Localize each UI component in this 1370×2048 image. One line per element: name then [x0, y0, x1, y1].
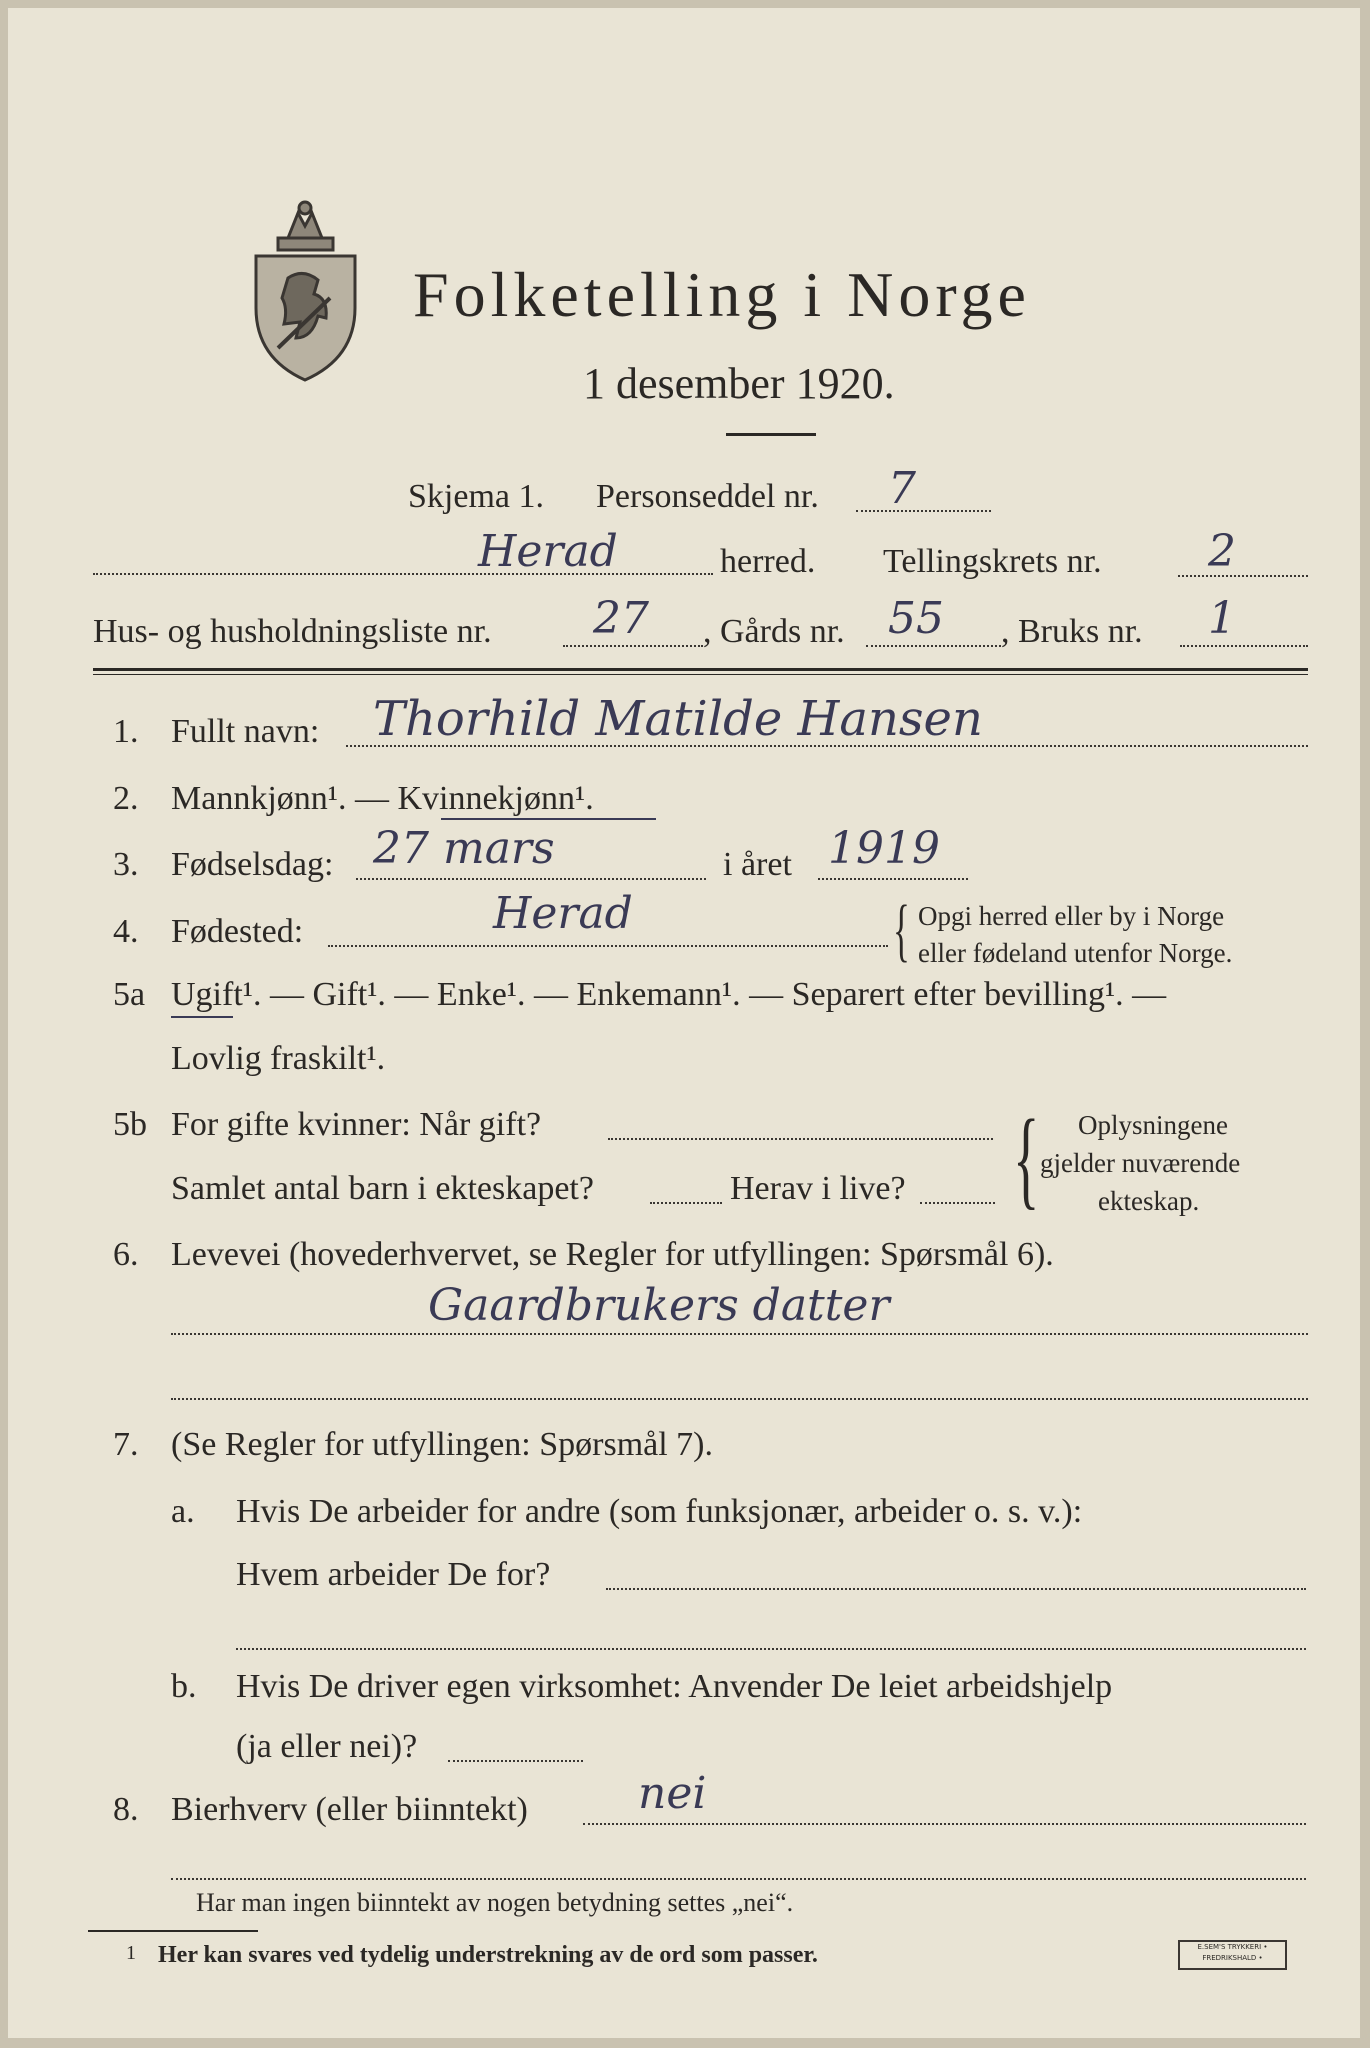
birthplace-value: Herad [493, 888, 633, 939]
q7b-line1: Hvis De driver egen virksomhet: Anvender De leiet arbeidshjelp [236, 1668, 1113, 1705]
tellingskrets-value: 2 [1208, 526, 1236, 577]
q6-number: 6. [113, 1236, 139, 1273]
q8-number: 8. [113, 1791, 139, 1828]
occupation-value: Gaardbrukers datter [428, 1280, 890, 1331]
form-title: Folketelling i Norge [413, 259, 1031, 330]
side-income-field-line-1[interactable] [583, 1823, 1306, 1825]
q4-note-2: eller fødeland utenfor Norge. [918, 938, 1233, 968]
hus-field-line[interactable] [563, 645, 703, 647]
q5b-number: 5b [113, 1106, 147, 1143]
q8-note: Har man ingen biinntekt av nogen betydning settes „nei“. [196, 1888, 794, 1917]
q5b-children-alive: Herav i live? [730, 1170, 906, 1207]
bruks-label: , Bruks nr. [1001, 613, 1143, 650]
birthday-value: 27 mars [373, 823, 555, 874]
q3-year-label: i året [723, 846, 792, 883]
personseddel-label: Personseddel nr. [596, 478, 819, 515]
birth-year-field-line[interactable] [818, 878, 968, 880]
q5b-note-1: Oplysningene [1078, 1110, 1228, 1140]
q5a-marital-options: Ugift¹. — Gift¹. — Enke¹. — Enkemann¹. — Separert efter bevilling¹. — [171, 976, 1167, 1013]
q6-label: Levevei (hovederhvervet, se Regler for utfyllingen: Spørsmål 6). [171, 1236, 1054, 1273]
tellingskrets-field-line[interactable] [1178, 575, 1308, 577]
q5b-brace: { [1013, 1097, 1040, 1219]
marital-underline [171, 1016, 233, 1018]
side-income-field-line-2[interactable] [171, 1878, 1306, 1880]
q2-number: 2. [113, 780, 139, 817]
q7-number: 7. [113, 1426, 139, 1463]
tellingskrets-label: Tellingskrets nr. [883, 543, 1102, 580]
q4-label: Fødested: [171, 913, 304, 950]
footnote-number: 1 [126, 1942, 136, 1964]
children-alive-field-line[interactable] [920, 1202, 995, 1204]
q5b-married-when: For gifte kvinner: Når gift? [171, 1106, 542, 1143]
q5b-note-3: ekteskap. [1098, 1186, 1200, 1216]
footnote-rule [88, 1930, 258, 1932]
hus-label: Hus- og husholdningsliste nr. [93, 613, 492, 650]
employer-field-line-1[interactable] [606, 1588, 1306, 1590]
title-divider [726, 433, 816, 436]
q7a-line2: Hvem arbeider De for? [236, 1556, 551, 1593]
gards-label: , Gårds nr. [703, 613, 845, 650]
printer-stamp: E.SEM'S TRYKKERI • FREDRIKSHALD • [1178, 1940, 1287, 1970]
birthplace-field-line[interactable] [328, 945, 888, 947]
q2-gender-options: Mannkjønn¹. — Kvinnekjønn¹. [171, 780, 594, 817]
hired-help-field-line[interactable] [448, 1760, 583, 1762]
children-total-field-line[interactable] [650, 1202, 722, 1204]
gender-underline [441, 818, 656, 820]
gards-value: 55 [888, 593, 944, 644]
q4-brace: { [893, 892, 910, 969]
hus-value: 27 [593, 593, 649, 644]
occupation-field-line-1[interactable] [171, 1333, 1308, 1335]
q7b-line2: (ja eller nei)? [236, 1728, 418, 1765]
q1-label: Fullt navn: [171, 713, 320, 750]
footnote-text: Her kan svares ved tydelig understrekning av de ord som passer. [158, 1942, 818, 1968]
birthday-field-line[interactable] [356, 878, 706, 880]
herred-label: herred. [720, 543, 816, 580]
gards-field-line[interactable] [866, 645, 1001, 647]
bruks-field-line[interactable] [1180, 645, 1308, 647]
personseddel-value: 7 [888, 463, 916, 514]
header-rule-thin [93, 674, 1308, 675]
q8-label: Bierhverv (eller biinntekt) [171, 1791, 528, 1828]
full-name-value: Thorhild Matilde Hansen [373, 691, 983, 747]
q5b-children-total: Samlet antal barn i ekteskapet? [171, 1170, 594, 1207]
side-income-value: nei [638, 1768, 707, 1819]
q7b-letter: b. [171, 1668, 197, 1705]
coat-of-arms-icon [248, 198, 363, 388]
birth-year-value: 1919 [828, 823, 940, 874]
bruks-value: 1 [1208, 593, 1236, 644]
q5a-number: 5a [113, 976, 146, 1013]
q7-label: (Se Regler for utfyllingen: Spørsmål 7). [171, 1426, 714, 1463]
q5b-note-2: gjelder nuværende [1040, 1148, 1241, 1178]
herred-value: Herad [478, 526, 618, 577]
q7a-letter: a. [171, 1493, 195, 1530]
herred-field-line[interactable] [93, 573, 713, 575]
q1-number: 1. [113, 713, 139, 750]
q3-label: Fødselsdag: [171, 846, 334, 883]
q5a-line2: Lovlig fraskilt¹. [171, 1040, 386, 1077]
skjema-label: Skjema 1. [408, 478, 544, 515]
form-date: 1 desember 1920. [583, 359, 895, 408]
married-when-field-line[interactable] [608, 1138, 993, 1140]
q4-note-1: Opgi herred eller by i Norge [918, 901, 1225, 931]
q4-number: 4. [113, 913, 139, 950]
census-form-page [8, 8, 1360, 2038]
occupation-field-line-2[interactable] [171, 1398, 1308, 1400]
q3-number: 3. [113, 846, 139, 883]
personseddel-field-line[interactable] [856, 510, 991, 512]
employer-field-line-2[interactable] [236, 1648, 1306, 1650]
q7a-line1: Hvis De arbeider for andre (som funksjonær, arbeider o. s. v.): [236, 1493, 1083, 1530]
header-rule [93, 668, 1308, 671]
